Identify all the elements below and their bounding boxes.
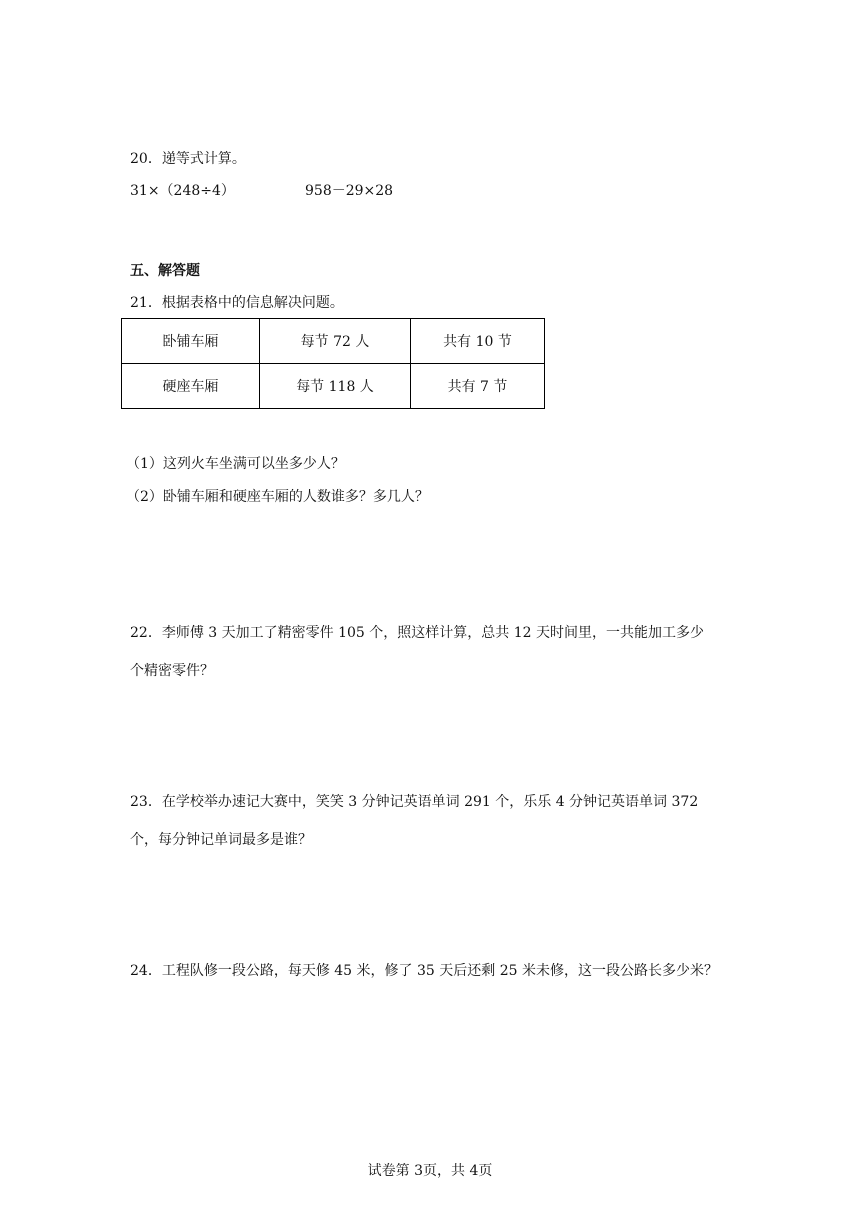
question-23-line-2: 个，每分钟记单词最多是谁？	[130, 832, 312, 848]
question-21-sub-1: （1）这列火车坐满可以坐多少人？	[126, 456, 345, 472]
question-21-title: 21．根据表格中的信息解决问题。	[130, 295, 344, 311]
table-cell: 卧铺车厢	[122, 319, 260, 364]
table-cell: 每节 118 人	[260, 364, 411, 409]
table-row	[122, 319, 545, 364]
table-cell: 共有 10 节	[411, 319, 545, 364]
table-cell: 硬座车厢	[122, 364, 260, 409]
table-cell: 共有 7 节	[411, 364, 545, 409]
question-22-line-2: 个精密零件？	[130, 663, 214, 679]
table-row	[122, 364, 545, 409]
question-20-expression-1: 31×（248÷4）	[130, 183, 235, 199]
question-23-line-1: 23．在学校举办速记大赛中，笑笑 3 分钟记英语单词 291 个，乐乐 4 分钟记英语单词 372	[130, 794, 699, 810]
question-22-line-1: 22．李师傅 3 天加工了精密零件 105 个，照这样计算，总共 12 天时间里，一共能加工多少	[130, 625, 704, 641]
question-20-expression-2: 958－29×28	[305, 183, 394, 199]
info-table	[121, 318, 545, 409]
question-20-title: 20．递等式计算。	[130, 151, 246, 167]
question-24-line-1: 24．工程队修一段公路，每天修 45 米，修了 35 天后还剩 25 米未修，这一段公路长多少米？	[130, 963, 718, 979]
page-footer: 试卷第 3页，共 4页	[367, 1163, 493, 1179]
table-cell: 每节 72 人	[260, 319, 411, 364]
question-21-sub-2: （2）卧铺车厢和硬座车厢的人数谁多？多几人？	[126, 489, 429, 505]
section-title: 五、解答题	[130, 263, 200, 279]
